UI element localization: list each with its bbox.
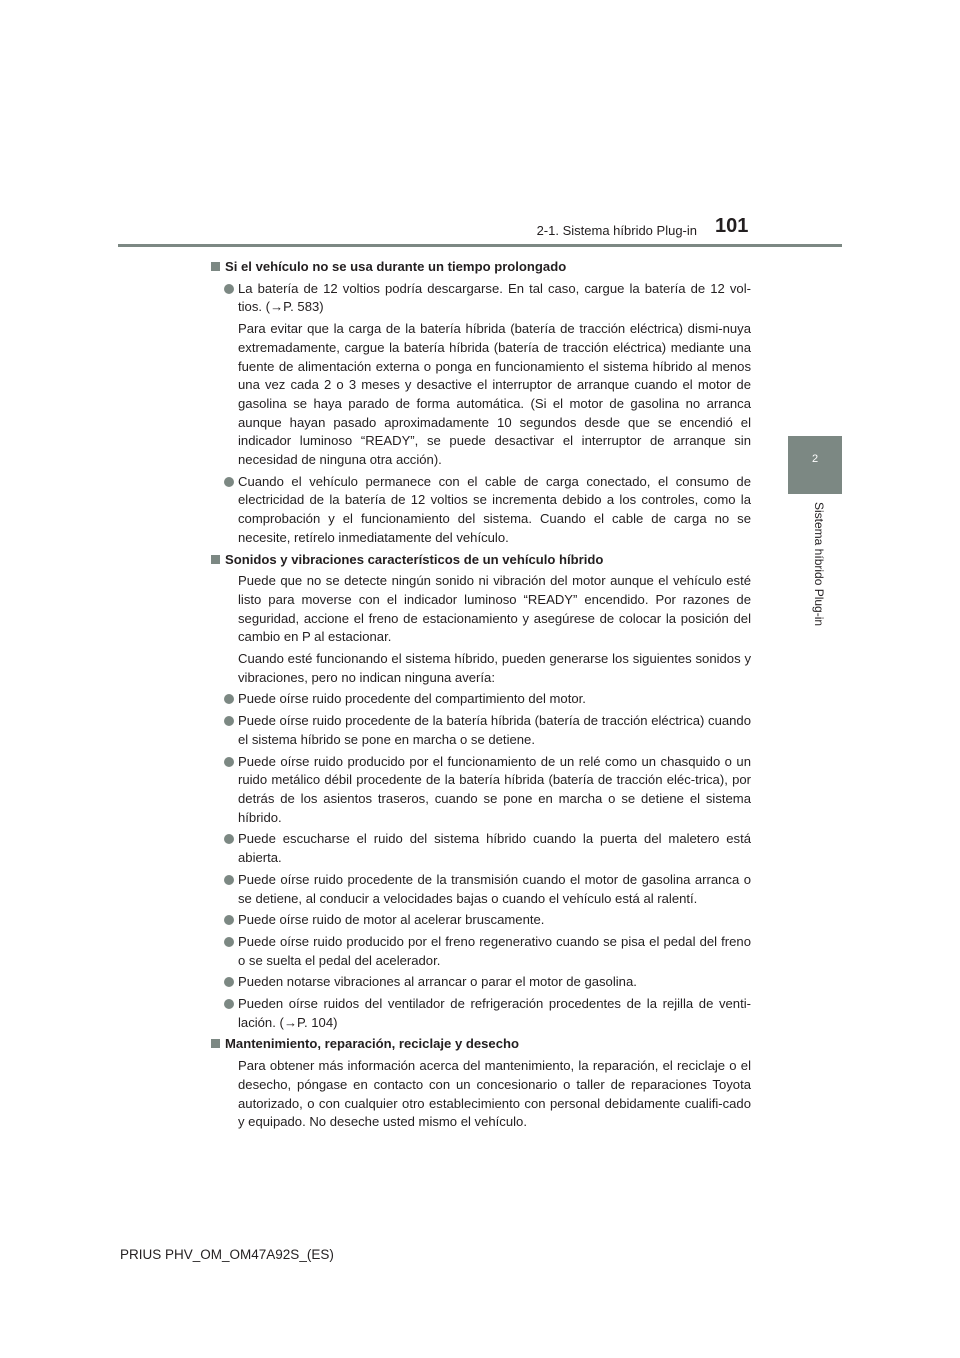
list-item [211, 712, 751, 749]
list-item-text: Puede oírse ruido procedente del compartimiento del motor. [238, 691, 586, 707]
circle-bullet-icon [224, 477, 234, 487]
list-item [211, 280, 751, 317]
circle-bullet-icon [224, 284, 234, 294]
list-item [211, 995, 751, 1032]
section-heading-text: Si el vehículo no se usa durante un tiempo prolongado [225, 259, 567, 274]
circle-bullet-icon [224, 757, 234, 767]
paragraph: Puede que no se detecte ningún sonido ni vibración del motor aunque el vehículo esté listo para moverse con el indicador luminoso “READY” encendido. Por razones de seguridad, accione el freno de estacionamiento y asegúrese de colocar la posición del cambio en P al estacionar. [238, 573, 751, 645]
chapter-tab: 2 [788, 436, 842, 494]
paragraph: Cuando esté funcionando el sistema híbrido, pueden generarse los siguientes sonidos y vibraciones, pero no indican ninguna avería: [238, 651, 751, 685]
circle-bullet-icon [224, 875, 234, 885]
circle-bullet-icon [224, 999, 234, 1009]
list-item-text: Puede escucharse el ruido del sistema híbrido cuando la puerta del maletero está abierta. [238, 831, 751, 866]
list-item [211, 871, 751, 908]
list-item-text: Puede oírse ruido procedente de la transmisión cuando el motor de gasolina arranca o se detiene, al conducir a velocidades bajas o cuando el vehículo está al ralentí. [238, 871, 751, 906]
list-item [211, 830, 751, 867]
list-item-text: Pueden oírse ruidos del ventilador de refrigeración procedentes de la rejilla de venti-lación. (→P. 104) [238, 996, 751, 1030]
circle-bullet-icon [224, 716, 234, 726]
section-heading [211, 551, 751, 570]
paragraph: Para obtener más información acerca del mantenimiento, la reparación, el reciclaje o el desecho, póngase en contacto con un concesionario o taller de reparaciones Toyota autorizado, o con cualquier otro establecimiento con personal debidamente cualifi-cado y equipado. No deseche usted mismo el vehículo. [238, 1058, 751, 1130]
list-item [211, 911, 751, 930]
circle-bullet-icon [224, 694, 234, 704]
list-item [211, 753, 751, 828]
list-item [211, 690, 751, 709]
document-code: PRIUS PHV_OM_OM47A92S_(ES) [120, 1247, 334, 1262]
list-item [211, 933, 751, 970]
list-item [211, 973, 751, 992]
list-item-text: La batería de 12 voltios podría descargarse. En tal caso, cargue la batería de 12 vol-tios. (→P. 583) [238, 280, 751, 315]
square-bullet-icon [211, 262, 220, 271]
section-title: 2-1. Sistema híbrido Plug-in [536, 223, 697, 238]
list-item [211, 473, 751, 548]
page-header [0, 0, 960, 250]
circle-bullet-icon [224, 977, 234, 987]
list-item-text: Puede oírse ruido producido por el freno regenerativo cuando se pisa el pedal del freno o se suelta el pedal del acelerador. [238, 933, 751, 968]
chapter-label: Sistema híbrido Plug-in [812, 502, 826, 627]
list-item-text: Cuando el vehículo permanece con el cable de carga conectado, el consumo de electricidad de la batería de 12 voltios se incrementa debido a los controles, como la comprobación y el funcionamiento del sistema. Cuando el cable de carga no se necesite, retírelo inmediatamente del vehículo. [238, 473, 751, 545]
header-divider [118, 244, 842, 247]
circle-bullet-icon [224, 915, 234, 925]
list-item-text: Pueden notarse vibraciones al arrancar o parar el motor de gasolina. [238, 974, 637, 990]
list-item-text: Puede oírse ruido producido por el funcionamiento de un relé como un chasquido o un ruido metálico débil procedente de la batería híbrida (batería de tracción eléc-trica), por detrás de los asientos traseros, cuando se pone en marcha o se detiene el sistema híbrido. [238, 753, 751, 825]
list-item-text: Puede oírse ruido de motor al acelerar bruscamente. [238, 912, 545, 928]
section-heading [211, 1035, 751, 1054]
section-heading-text: Sonidos y vibraciones característicos de un vehículo híbrido [225, 551, 604, 567]
circle-bullet-icon [224, 937, 234, 947]
section-heading-text: Mantenimiento, reparación, reciclaje y desecho [225, 1036, 519, 1052]
square-bullet-icon [211, 555, 220, 564]
circle-bullet-icon [224, 834, 234, 844]
square-bullet-icon [211, 1039, 220, 1048]
page-content [211, 255, 751, 1135]
section-heading [211, 258, 751, 277]
list-item-text: Puede oírse ruido procedente de la batería híbrida (batería de tracción eléctrica) cuando el sistema híbrido se pone en marcha o se detiene. [238, 713, 751, 747]
paragraph: Para evitar que la carga de la batería híbrida (batería de tracción eléctrica) dismi-nuya extremadamente, cargue la batería híbrida (batería de tracción eléctrica) mediante una fuente de alimentación externa o ponga en funcionamiento el sistema híbrido al menos una vez cada 2 o 3 meses y desactive el interruptor de arranque cuando el motor de gasolina se haya parado de forma automática. (Si el motor de gasolina no arranca aunque hayan pasado aproximadamente 10 segundos desde que se encendió el indicador luminoso “READY”, se puede desactivar el interruptor de arranque sin necesidad de ninguna otra acción). [238, 321, 751, 468]
page-number: 101 [715, 215, 749, 237]
